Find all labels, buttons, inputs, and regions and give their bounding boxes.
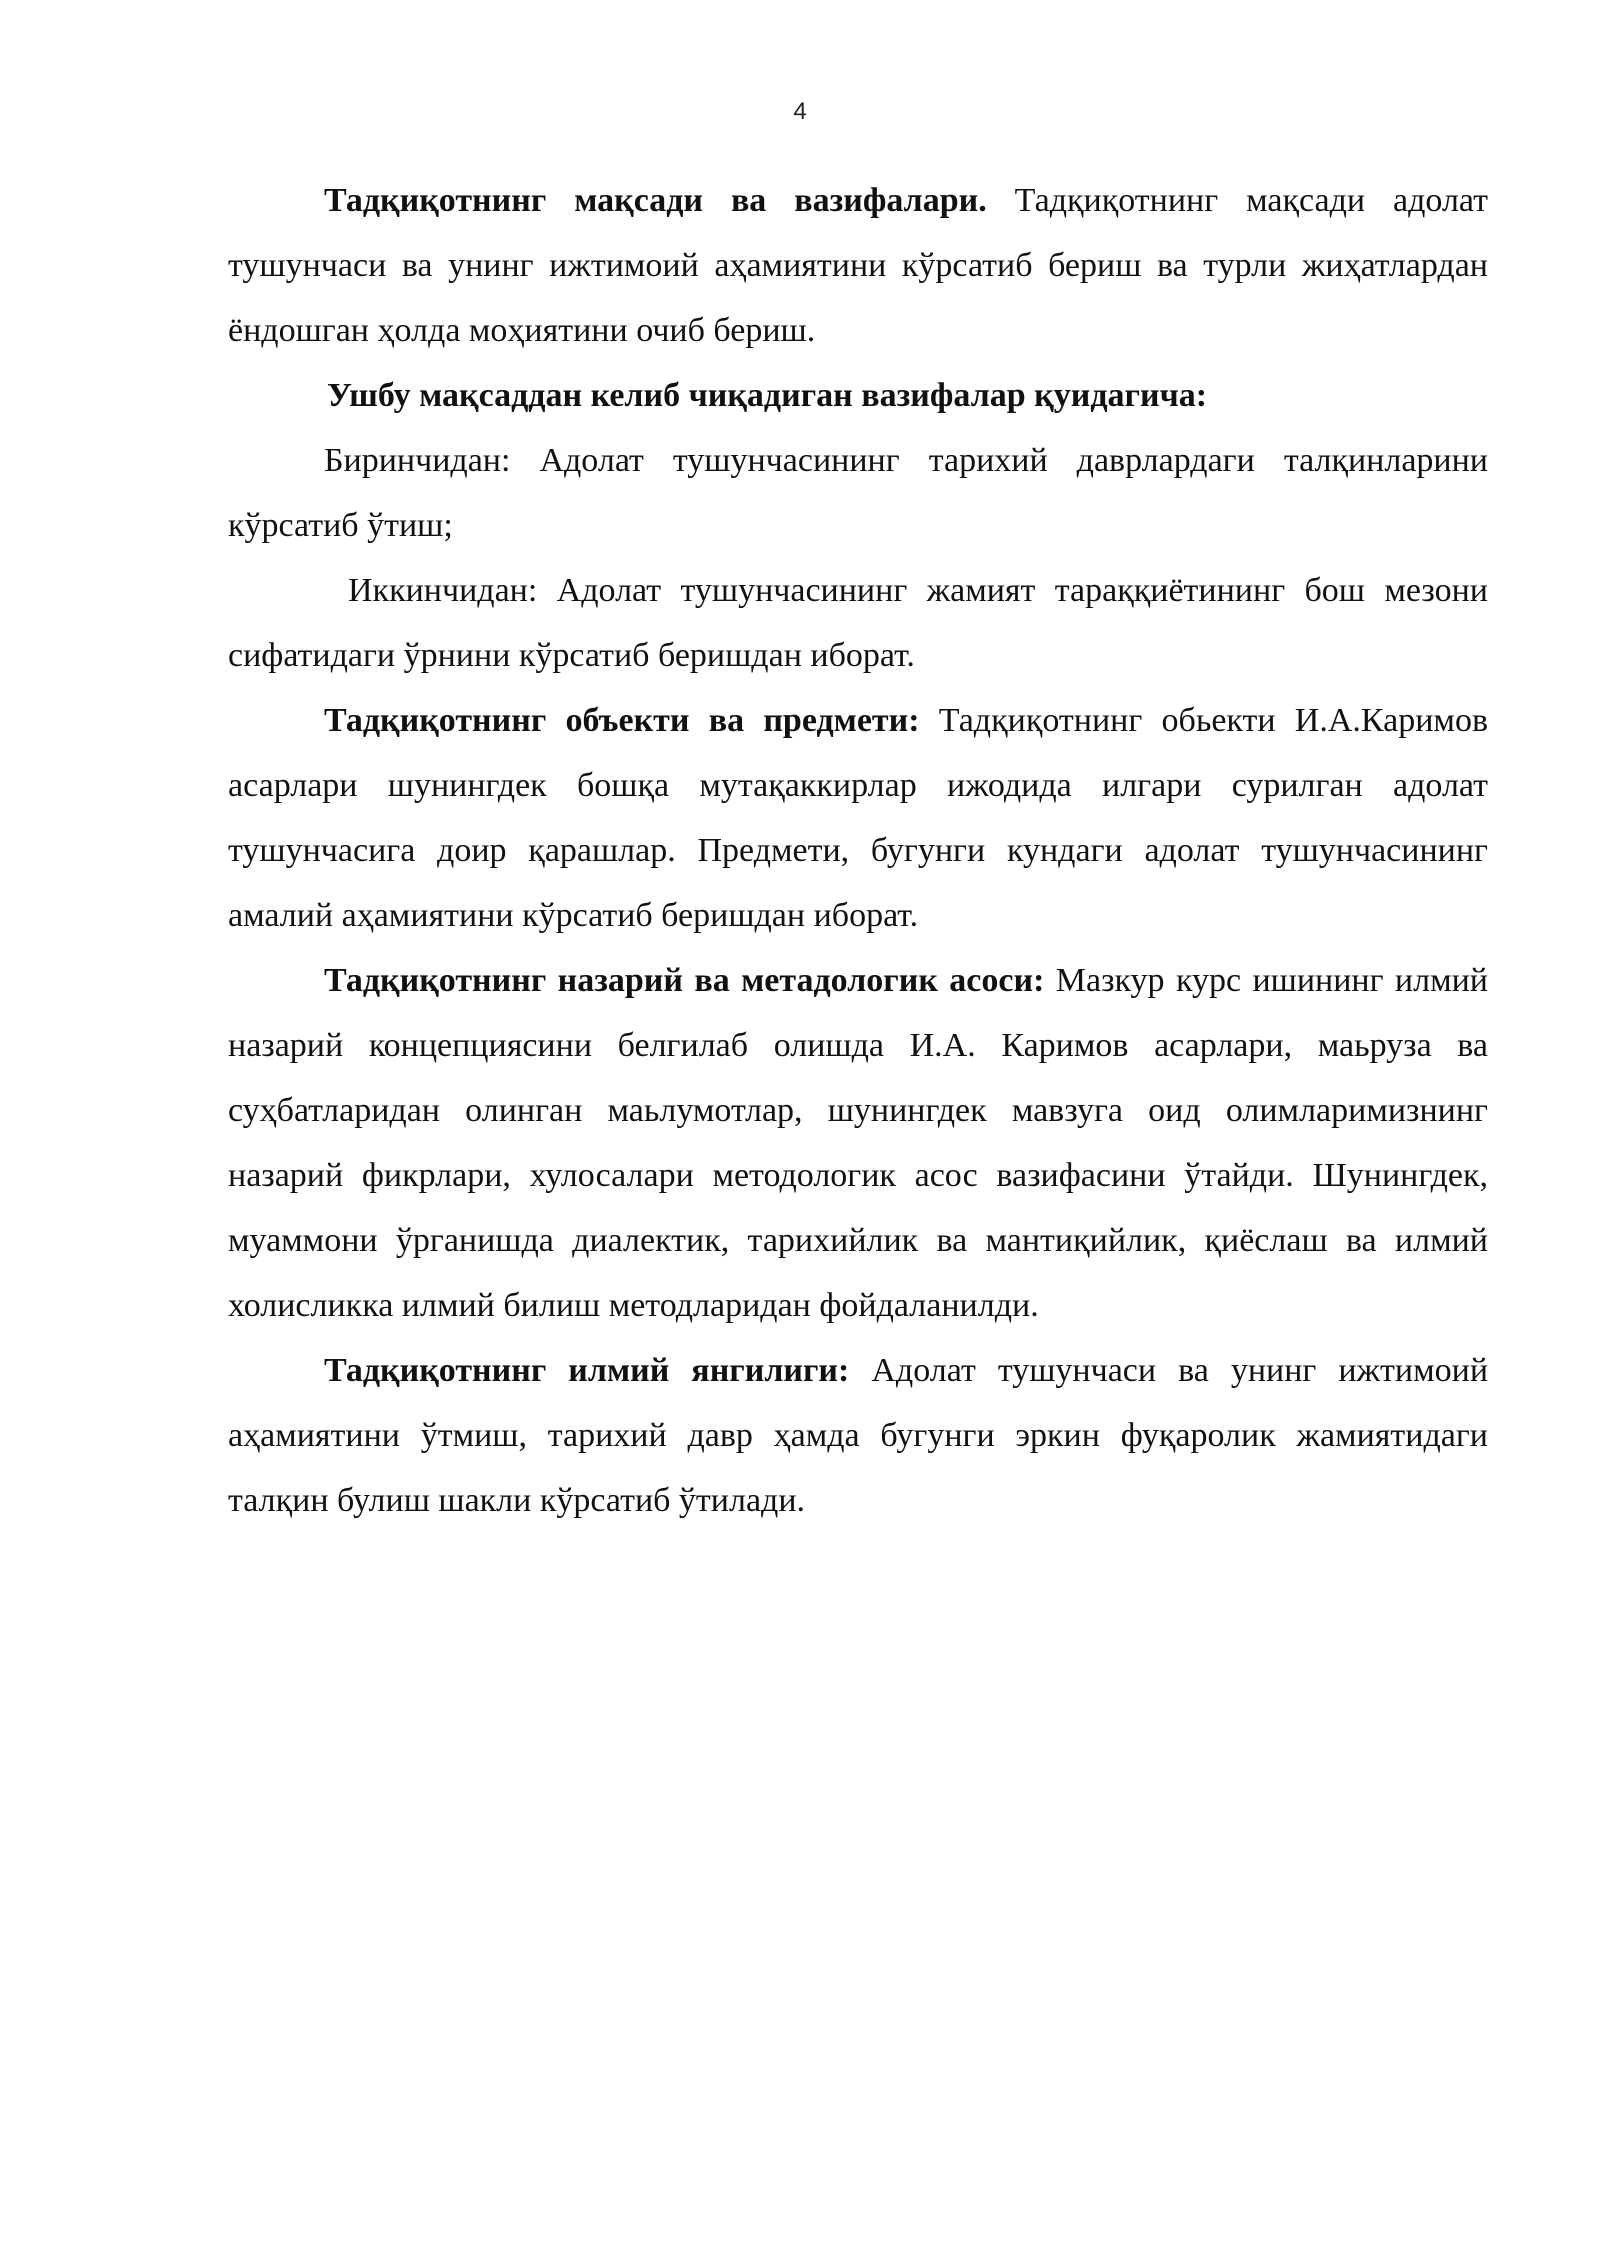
paragraph-novelty — [228, 1338, 1488, 1533]
page-number: 4 — [793, 98, 807, 125]
paragraph-goals-text: Тадқиқотнинг мақсади адолат тушунчаси ва унинг ижтимоий аҳамиятини кўрсатиб бериш ва турли жиҳатлардан ёндошган ҳолда моҳиятини очиб бериш. — [228, 182, 1488, 349]
heading-object-subject: Тадқиқотнинг объекти ва предмети: — [324, 702, 920, 739]
heading-novelty: Тадқиқотнинг илмий янгилиги: — [324, 1352, 850, 1389]
paragraph-object-subject — [228, 688, 1488, 948]
paragraph-first-task: Биринчидан: Адолат тушунчасининг тарихий даврлардаги талқинларини кўрсатиб ўтиш; — [228, 442, 1488, 544]
paragraph-methodology — [228, 948, 1488, 1338]
heading-methodology: Тадқиқотнинг назарий ва метадологик асоси: — [324, 962, 1045, 999]
paragraph-goals — [228, 168, 1488, 363]
heading-tasks: Ушбу мақсаддан келиб чиқадиган вазифалар қуидагича: — [327, 377, 1208, 414]
paragraph-tasks-heading — [228, 363, 1488, 428]
heading-goals: Тадқиқотнинг мақсади ва вазифалари. — [324, 182, 987, 219]
paragraph-novelty-text: Адолат тушунчаси ва унинг ижтимоий аҳамиятини ўтмиш, тарихий давр ҳамда бугунги эркин фуқаролик жамиятидаги талқин булиш шакли кўрсатиб ўтилади. — [228, 1352, 1489, 1519]
paragraph-object-subject-text: Тадқиқотнинг обьекти И.А.Каримов асарлари шунингдек бошқа мутақаккирлар ижодида илгари сурилган адолат тушунчасига доир қарашлар. Предмети, бугунги кундаги адолат тушунчасининг амалий аҳамиятини кўрсатиб беришдан иборат. — [228, 702, 1489, 934]
paragraph-second-task: Иккинчидан: Адолат тушунчасининг жамият тараққиётининг бош мезони сифатидаги ўрнини кўрсатиб беришдан иборат. — [228, 572, 1488, 674]
paragraph-methodology-text: Мазкур курс ишининг илмий назарий концепциясини белгилаб олишда И.А. Каримов асарлари, маьруза ва суҳбатларидан олинган маьлумотлар, шунингдек мавзуга оид олимларимизнинг назарий фикрлари, хулосалари методологик асос вазифасини ўтайди. Шунингдек, муаммони ўрганишда диалектик, тарихийлик ва мантиқийлик, қиёслаш ва илмий холисликка илмий билиш методларидан фойдаланилди. — [228, 962, 1488, 1324]
page-content — [228, 168, 1488, 1533]
